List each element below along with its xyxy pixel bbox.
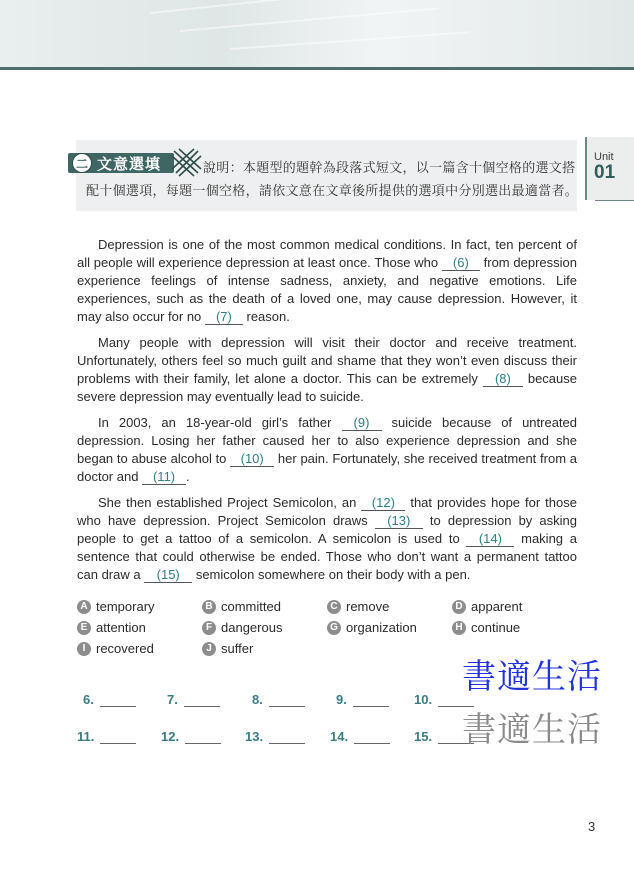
answer-blank-7[interactable] — [167, 692, 220, 707]
option-word: committed — [221, 599, 281, 614]
option-b — [202, 599, 281, 614]
page-number: 3 — [588, 819, 596, 834]
answer-number: 10. — [414, 692, 433, 707]
paragraph-text: making a sentence that could otherwise be ended. Those who don’t want a permanent tattoo can draw a — [77, 531, 577, 582]
option-word: remove — [346, 599, 390, 614]
answer-line[interactable] — [184, 694, 220, 707]
option-word: recovered — [96, 641, 154, 656]
blank-11: (11) — [142, 469, 186, 485]
paragraph-1 — [77, 236, 577, 326]
paragraph-text: suicide because of untreated depression. Losing her father caused her to also experience depression and she began to abuse alcohol to — [77, 415, 578, 466]
option-word: temporary — [96, 599, 155, 614]
blank-9: (9) — [342, 415, 382, 431]
answer-line[interactable] — [269, 694, 305, 707]
blank-8: (8) — [483, 371, 523, 387]
header-band — [0, 0, 634, 70]
blank-15: (15) — [144, 567, 192, 583]
reading-passage — [77, 236, 577, 592]
blank-12: (12) — [361, 495, 405, 511]
answer-line[interactable] — [100, 731, 136, 744]
answer-number: 6. — [83, 692, 94, 707]
option-d — [452, 599, 522, 614]
answer-line[interactable] — [269, 731, 305, 744]
paragraph-text: She then established Project Semicolon, an — [98, 495, 362, 510]
answer-number: 12. — [161, 729, 180, 744]
answer-blank-6[interactable] — [83, 692, 136, 707]
answer-line[interactable] — [353, 694, 389, 707]
watermark-blue: 書適生活 — [462, 659, 602, 696]
option-word: organization — [346, 620, 417, 635]
blank-7: (7) — [205, 309, 243, 325]
paragraph-text: In 2003, an 18-year-old girl’s father — [98, 415, 342, 430]
option-word: continue — [471, 620, 521, 635]
pencil-cross-icon — [170, 147, 204, 179]
answer-blank-9[interactable] — [336, 692, 389, 707]
option-word: apparent — [471, 599, 523, 614]
header-decor-stroke — [180, 7, 439, 32]
answer-line[interactable] — [354, 731, 390, 744]
watermark-gray: 書適生活 — [462, 712, 602, 749]
answer-blank-13[interactable] — [245, 729, 305, 744]
instruction-text-line1: 說明：本題型的題幹為段落式短文，以一篇含十個空格的選文搭 — [203, 160, 576, 175]
blank-13: (13) — [375, 513, 423, 529]
option-word: suffer — [221, 641, 254, 656]
option-letter-badge: H — [452, 621, 466, 635]
unit-tab — [585, 137, 634, 200]
option-j — [202, 641, 253, 656]
header-decor-stroke — [150, 0, 369, 14]
unit-label: Unit — [594, 151, 614, 163]
answer-number: 8. — [252, 692, 263, 707]
blank-14: (14) — [466, 531, 514, 547]
answer-number: 9. — [336, 692, 347, 707]
paragraph-text: because severe depression may eventually lead to suicide. — [77, 371, 578, 404]
answer-blank-14[interactable] — [330, 729, 390, 744]
option-letter-badge: C — [327, 600, 341, 614]
answer-blank-12[interactable] — [161, 729, 221, 744]
section-title: 文意選填 — [97, 155, 162, 173]
paragraph-4 — [77, 494, 577, 584]
option-word: attention — [96, 620, 146, 635]
option-h — [452, 620, 520, 635]
option-i — [77, 641, 154, 656]
option-letter-badge: G — [327, 621, 341, 635]
option-letter-badge: I — [77, 642, 91, 656]
paragraph-text: semicolon somewhere on their body with a pen. — [192, 567, 471, 582]
paragraph-text: Depression is one of the most common medical conditions. In fact, ten percent of all people will experience depression at least once. Those who — [77, 237, 577, 270]
answer-line[interactable] — [185, 731, 221, 744]
paragraph-text: from depression experience feelings of intense sadness, anxiety, and negative emotions. Life experiences, such as the death of a loved one, may cause depression. However, it may also occur for no — [77, 255, 577, 324]
option-letter-badge: B — [202, 600, 216, 614]
paragraph-text: reason. — [242, 309, 290, 324]
option-e — [77, 620, 146, 635]
option-letter-badge: J — [202, 642, 216, 656]
answer-number: 7. — [167, 692, 178, 707]
section-number: 二 — [72, 153, 92, 173]
option-f — [202, 620, 282, 635]
header-decor-stroke — [230, 31, 470, 50]
unit-number: 01 — [594, 162, 616, 183]
paragraph-text: . — [186, 469, 190, 484]
blank-10: (10) — [230, 451, 274, 467]
blank-6: (6) — [442, 255, 480, 271]
answer-blank-8[interactable] — [252, 692, 305, 707]
paragraph-text: that provides hope for those who have depression. Project Semicolon draws — [77, 495, 577, 528]
paragraph-text: to depression by asking people to get a tattoo of a semicolon. A semicolon is used to — [77, 513, 577, 546]
answer-number: 15. — [414, 729, 433, 744]
instruction-text-line2: 配十個選項，每題一個空格，請依文意在文章後所提供的選項中分別選出最適當者。 — [86, 183, 579, 198]
paragraph-text: Many people with depression will visit their doctor and receive treatment. Unfortunately, others feel so much guilt and shame that they won’t even discuss their problems with their family, let alone a doctor. This can be extremely — [77, 335, 577, 386]
option-g — [327, 620, 417, 635]
answer-line[interactable] — [100, 694, 136, 707]
answer-number: 13. — [245, 729, 264, 744]
option-letter-badge: E — [77, 621, 91, 635]
paragraph-3 — [77, 414, 577, 486]
option-a — [77, 599, 155, 614]
option-c — [327, 599, 389, 614]
option-letter-badge: A — [77, 600, 91, 614]
option-word: dangerous — [221, 620, 283, 635]
section-badge — [60, 151, 186, 175]
answer-number: 14. — [330, 729, 349, 744]
answer-number: 11. — [77, 729, 95, 744]
paragraph-text: her pain. Fortunately, she received treatment from a doctor and — [77, 451, 578, 484]
option-letter-badge: F — [202, 621, 216, 635]
answer-blank-11[interactable] — [77, 729, 136, 744]
option-letter-badge: D — [452, 600, 466, 614]
paragraph-2 — [77, 334, 577, 406]
